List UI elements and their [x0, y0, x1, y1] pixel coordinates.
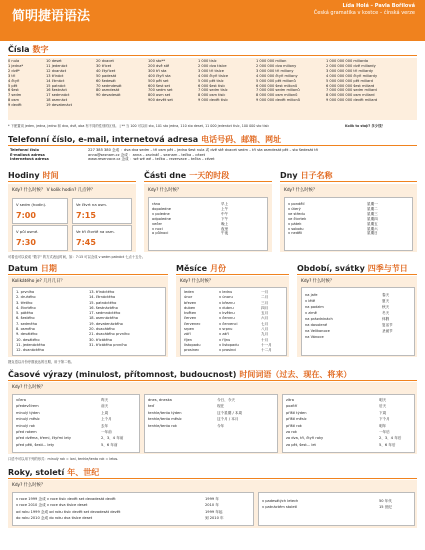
seasons-question: Kdy? 什么时候？	[301, 279, 335, 284]
price-question: Kolik to stojí? 多少钱？	[345, 124, 385, 128]
past-zh: 昨天 前天 上周 上个月 去年 一年前 2、3、4 年前 5、6 年前	[101, 398, 124, 447]
divider	[176, 274, 289, 275]
numbers-note: * 下配置词 jeden, jedna, jedno 和 dva, dvě, oba 有不同的性别的区别。 | ** 当 100 可以用 sto, 101 sto jedna, 110 sto deset, 11 000 jedenáct tisíc, 100 000 sto tisíc	[8, 124, 270, 128]
numbers-col-4: 100 sto** 200 dvě stě 300 tři sta 400 čtyři sta 500 pět set 600 šest set 700 sedm set 800 osm set 900 devět set	[148, 59, 173, 103]
date-question: Kolikátého je? 几月几日？	[12, 279, 65, 284]
years-cz: v roce 1999 念成 v roce tisíc devět set devadesát devět v roce 2010 念成 v roce dva tisíce deset od roku 1999 念成 od roku tisíc devět set devadesát devět do roku 2010 念成 do roku dva tisíce deset	[16, 497, 121, 521]
clock-cell: V půl osmé. 7:30	[12, 225, 68, 251]
centuries-cz: v padesátých letech v patnáctém století	[262, 499, 299, 510]
seasons-zh: 春天 夏天 秋天 冬天 休假 复活节 圣诞节	[382, 293, 393, 333]
date-box	[12, 287, 166, 356]
section-title-casove: Časové výrazy (minulost, přítomnost, budoucnost) 时间词语（过去、现在、将来）	[8, 370, 352, 379]
divider	[8, 380, 417, 381]
clock-note: 可看也可以说成 "数字" 的方式表达时间，如：7:15 可以念成 v sedm patnáct 七点十五分。	[8, 255, 146, 259]
clock-question: Kdy? 什么时候？ V kolik hodin? 几点钟？	[12, 188, 95, 193]
days-box	[284, 197, 413, 251]
years-question: Kdy? 什么时候？	[12, 483, 46, 488]
section-title-hodiny: Hodiny 时间	[8, 171, 59, 180]
page-title: 简明捷语语法	[12, 9, 91, 24]
future-box	[282, 394, 415, 453]
days-band	[280, 184, 417, 252]
days-question: Kdy? 什么时候？	[284, 188, 318, 193]
section-title-mesice: Měsíce 月份	[176, 264, 227, 273]
section-title-obdobi: Období, svátky 四季与节日	[297, 264, 408, 273]
numbers-col-3: 20 dvacet 30 třicet 40 čtyřicet 50 padesát 60 šedesát 70 sedmdesát 80 osmdesát 90 devadesát	[96, 59, 122, 98]
subtitle: Česká gramatika v kostce – čínská verze	[313, 10, 415, 16]
days-zh: 星期一 星期二 星期三 星期四 星期五 星期六 星期日	[367, 202, 378, 236]
numbers-col-1: 0 nula 1 jedna* 2 dvě* 3 tři 4 čtyři 5 pět 6 šest 7 sedm 8 osm 9 devět	[8, 59, 24, 108]
divider	[8, 478, 417, 479]
date-note: 捷克语以月份序数表达的日期，用于第二格。	[8, 360, 74, 364]
numbers-col-2: 10 deset 11 jedenáct 12 dvanáct 13 třináct 14 čtrnáct 15 patnáct 16 šestnáct 17 sedmnáct 18 osmnáct 19 devatenáct	[46, 59, 73, 108]
clock-cell: Ve čtvrt na osm. 7:15	[72, 198, 132, 224]
present-box	[144, 394, 278, 453]
time-expr-band	[8, 382, 417, 454]
divider	[8, 181, 136, 182]
past-cz: včera předevčírem minulý týden minulý měsíc minulý rok před rokem před dvěma, třemi, čtyřmi lety před pěti, šesti... lety	[16, 398, 72, 447]
section-title-casti-dne: Části dne 一天的时段	[144, 171, 230, 180]
divider	[8, 55, 417, 56]
time-expr-question: Kdy? 什么时候？	[12, 385, 46, 390]
header-bar	[0, 0, 425, 41]
years-box	[12, 492, 254, 526]
contact-labels: Telefonní číslo E-mailová adresa Internetová adresa	[10, 148, 49, 162]
date-band	[8, 276, 168, 357]
months-zh: 一月 二月 三月 四月 五月 六月 七月 八月 九月 十月 十一月 十二月	[261, 290, 272, 353]
numbers-col-5: 1 000 tisíc 2 000 dva tisíce 3 000 tři tisíce 4 000 čtyři tisíce 5 000 pět tisíc 6 000 šest tisíc 7 000 sedm tisíc 8 000 osm tisíc 9 000 devět tisíc	[198, 59, 229, 103]
months-box	[180, 287, 287, 356]
centuries-zh: 50 年代 15 世纪	[379, 499, 392, 510]
section-title-cisla: Čísla 数字	[8, 45, 49, 54]
months-band	[176, 276, 289, 357]
authors: Lída Holá – Pavla Bořilová	[342, 3, 415, 9]
clock-cell: Ve tři čtvrtě na osm. 7:45	[72, 225, 132, 251]
numbers-col-6: 1 000 000 milion 2 000 000 dva miliony 3 000 000 tři miliony 4 000 000 čtyři miliony 5 000 000 pět milionů 6 000 000 šest milionů 7 000 000 sedm milionů 8 000 000 osm milionů 9 000 000 devět milionů	[256, 59, 301, 103]
years-band	[8, 480, 417, 528]
daypart-box	[148, 197, 268, 251]
daypart-band	[144, 184, 272, 252]
date-col-2: 13. třináctého 14. čtrnáctého 15. patnáctého 16. šestnáctého 17. sedmnáctého 18. osmnáctého 19. devatenáctého 20. dvacátého 21. dvacátého prvního 30. třicátého 31. třicátého prvního	[89, 290, 130, 347]
divider	[297, 274, 417, 275]
contact-values: 227 385 380 念成 ：dva dva sedm – tři osm pět – jedna šest nula 或 dvě stě dvacet sedm – tři sta osmdesát pět – sto šedesát tři anna@seznam.cz 念成 ：anna – zavináč – seznam – tečka – cézet www.reservace.cz 念成 ：wé wé wé – tečka – rezervace – tečka – cézet	[88, 148, 319, 162]
years-zh: 1999 年 2010 年 1999 年起 到 2010 年	[205, 497, 224, 521]
present-cz: dnes, dneska teď tenhle/tento týden tenhle/tento měsíc tenhle/tento rok	[148, 398, 182, 428]
section-title-telefon: Telefonní číslo, e-mail, internetová adresa 电话号码、邮箱、网址	[8, 135, 282, 144]
months-locative: v lednu v únoru v březnu v dubnu v květnu v červnu v červenci v srpnu v září v říjnu v listopadu v prosinci	[219, 290, 239, 353]
clock-cell: V sedm (hodin). 7:00	[12, 198, 68, 224]
numbers-col-7: 1 000 000 000 miliarda 2 000 000 000 dvě miliardy 3 000 000 000 tři miliardy 4 000 000 000 čtyři miliardy 5 000 000 000 pět miliard 6 000 000 000 šest miliard 7 000 000 000 sedm miliard 8 000 000 000 osm miliard 9 000 000 000 devět miliard	[326, 59, 378, 103]
date-col-1: 1. prvního 2. druhého 3. třetího 4. čtvrtého 5. pátého 6. šestého 7. sedmého 8. osmého 9. devátého 10. desátého 11. jedenáctého 12. dvanáctého	[16, 290, 46, 353]
header-credits	[314, 3, 415, 17]
section-title-datum: Datum 日期	[8, 264, 57, 273]
divider	[8, 274, 168, 275]
daypart-cz: ráno dopoledne v poledne odpoledne večer v noci o půlnoci	[152, 202, 171, 236]
future-zh: 明天 后天 下周 下个月 明年 一年后 2、3、4 年后 5、6 年后	[379, 398, 402, 447]
seasons-box	[301, 287, 415, 356]
section-title-dny: Dny 日子名称	[280, 171, 333, 180]
clock-band	[8, 184, 136, 252]
seasons-band	[297, 276, 417, 357]
past-box	[12, 394, 140, 453]
future-cz: zítra pozítří příští týden příští měsíc příští rok za rok za dva, tři, čtyři roky za pět, šest... let	[286, 398, 324, 447]
time-expr-note: 口语中可以用下列的形式：minulý rok = loni, tenhle/tento rok = letos.	[8, 457, 119, 461]
divider	[8, 145, 417, 146]
divider	[280, 181, 417, 182]
months-question: Kdy? 什么时候？	[180, 279, 214, 284]
seasons-cz: na jaře v létě na podzim v zimě na prázdninách na dovolené na Velikonoce na Vánoce	[305, 293, 333, 339]
numbers-band	[8, 58, 417, 120]
daypart-question: Kdy? 什么时候？	[148, 188, 182, 193]
divider	[144, 181, 272, 182]
months-nominative: leden únor březen duben květen červen červenec srpen září říjen listopadu prosinec	[184, 290, 201, 353]
centuries-box	[258, 492, 415, 526]
section-title-roky: Roky, století 年、世纪	[8, 468, 100, 477]
days-cz: v pondělí v úterý ve středu ve čtvrtek v pátek v sobotu v neděli	[288, 202, 307, 236]
present-zh: 今日、今天 现在 这个星期 / 本周 这个月 / 本月 今年	[217, 398, 243, 428]
daypart-zh: 早上 上午 中午 下午 晚上 夜里 午夜	[221, 202, 229, 236]
